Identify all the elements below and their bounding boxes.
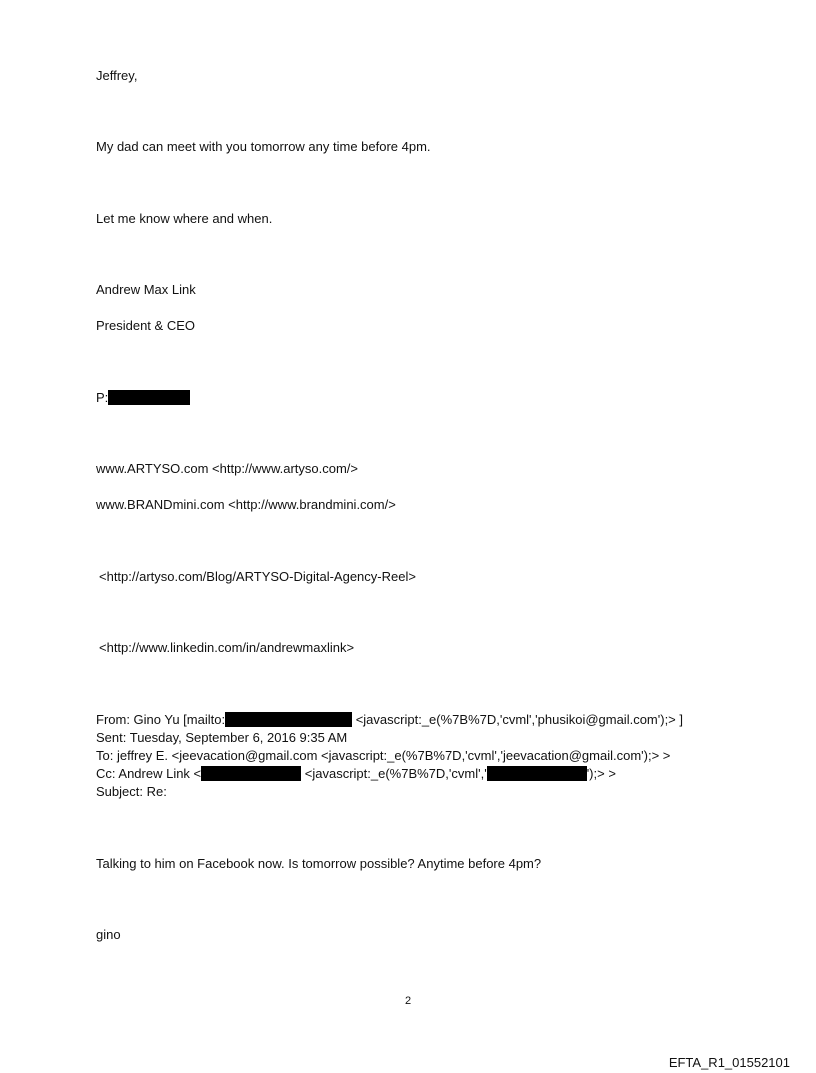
linkedin-link[interactable]: <http://www.linkedin.com/in/andrewmaxlink> [99,640,355,655]
document-id: EFTA_R1_01552101 [668,1055,790,1070]
cc-suffix: ');> > [586,766,616,781]
from-prefix: From: Gino Yu [mailto: [96,712,226,727]
phone-label: P: [96,390,109,405]
cc-prefix: Cc: Andrew Link < [96,766,202,781]
greeting: Jeffrey, [96,68,138,83]
site-link-artyso[interactable]: www.ARTYSO.com <http://www.artyso.com/> [96,461,359,476]
page-number: 2 [404,995,412,1007]
redaction-box [225,712,352,727]
redaction-box [108,390,190,405]
signature-phone [96,390,190,406]
redaction-box [201,766,301,781]
site-link-brandmini[interactable]: www.BRANDmini.com <http://www.brandmini.com/> [96,497,396,512]
header-subject: Subject: Re: [96,784,167,799]
header-to: To: jeffrey E. <jeevacation@gmail.com <javascript:_e(%7B%7D,'cvml','jeevacation@gmail.com');> > [96,748,671,763]
header-cc [96,766,616,782]
header-from [96,712,683,728]
body-line-2: Let me know where and when. [96,211,273,226]
quoted-signoff: gino [96,927,121,942]
signature-title: President & CEO [96,318,195,333]
body-line-1: My dad can meet with you tomorrow any time before 4pm. [96,139,431,154]
reel-link[interactable]: <http://artyso.com/Blog/ARTYSO-Digital-Agency-Reel> [99,569,416,584]
signature-name: Andrew Max Link [96,282,196,297]
from-suffix: <javascript:_e(%7B%7D,'cvml','phusikoi@gmail.com');> ] [352,712,683,727]
quoted-line-1: Talking to him on Facebook now. Is tomorrow possible? Anytime before 4pm? [96,856,542,871]
redaction-box [487,766,587,781]
header-sent: Sent: Tuesday, September 6, 2016 9:35 AM [96,730,348,745]
cc-middle: <javascript:_e(%7B%7D,'cvml',' [301,766,487,781]
